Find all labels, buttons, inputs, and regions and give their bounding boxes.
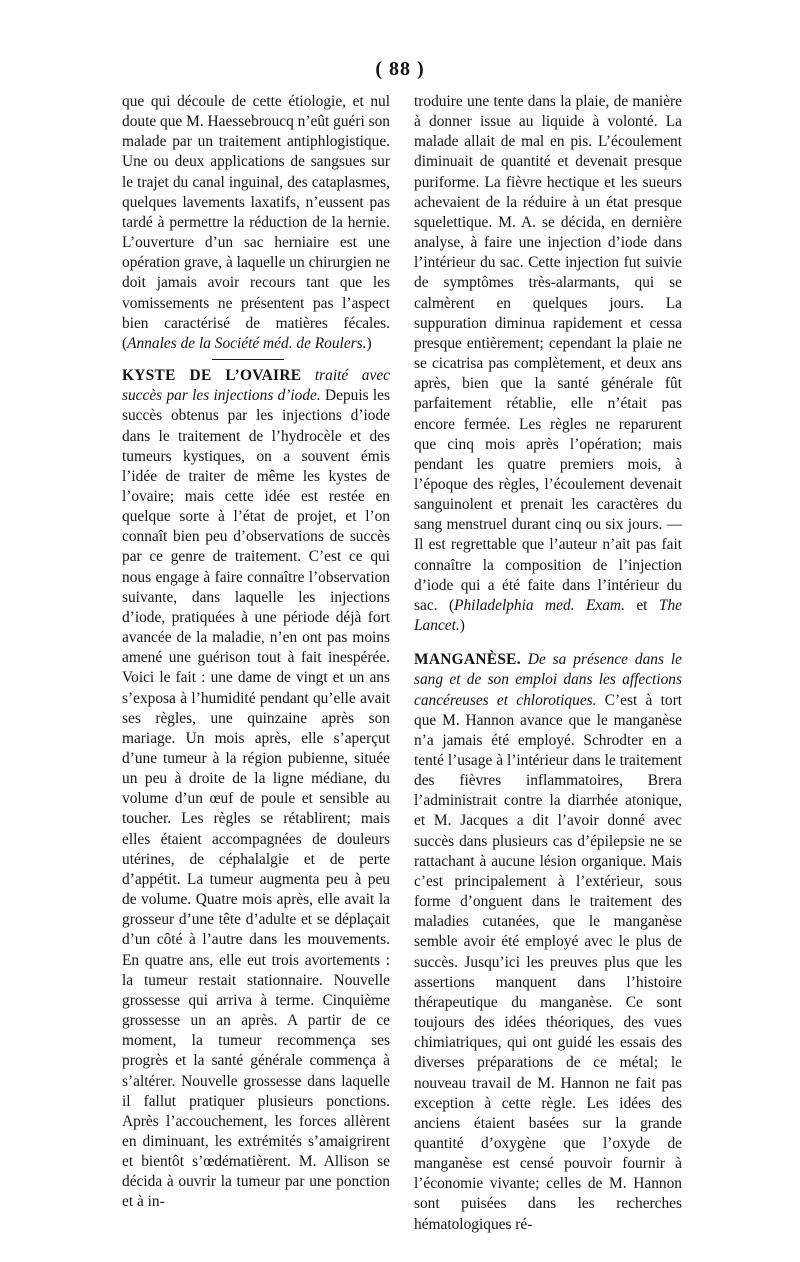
manganese-heading: MANGANÈSE. (414, 651, 521, 669)
left-column (122, 92, 390, 1213)
hernia-source: Annales de la Société méd. de Roulers. (127, 334, 367, 352)
divider-line (212, 359, 284, 360)
manganese-body: C’est à tort que M. Hannon avance que le manganèse n’a jamais été employé. Schrodter en a tenté l’usage à l’intérieur dans le traitement des fièvres inflammatoires, Brera l’administrait contre la diarrhée atonique, et M. Jacques a dit l’avoir donné avec succès dans plusieurs cas d’épilepsie ne se rattachant à aucune lésion organique. Mais c’est principalement à l’extérieur, sous forme d’onguent dans le traitement des maladies cutanées, que le manganèse semble avoir été employé avec le plus de succès. Jusqu’ici les preuves plus que les assertions manquent dans l’histoire thérapeutique du manganèse. Ce sont toujours des idées théoriques, des vues chimiatriques, qui ont guidé les essais des diverses préparations de ce métal; le nouveau travail de M. Hannon ne fait pas exception à cette règle. Les idées des anciens étaient basées sur la grande quantité d’oxygène que l’oxyde de manganèse est censé pouvoir fournir à l’économie vivante; celles de M. Hannon sont puisées dans les recherches hématologiques ré- (414, 691, 682, 1233)
hernia-source-close: ) (366, 334, 372, 352)
source-close: ) (459, 617, 465, 635)
kyste-continuation (414, 92, 682, 636)
kyste-body: Depuis les succès obtenus par les injections d’iode dans le traitement de l’hydrocèle et des tumeurs kystiques, on a souvent émis l’idée de traiter de même les kystes de l’ovaire; mais cette idée est restée en quelque sorte à l’état de projet, et l’on connaît bien peu d’observations de succès par ce genre de traitement. C’est ce qui nous engage à faire connaître l’observation suivante, dans laquelle les injections d’iode, pratiquées à une période déjà fort avancée de la maladie, n’en ont pas moins amené une guérison tout à fait inespérée. Voici le fait : une dame de vingt et un ans s’exposa à l’humidité pendant qu’elle avait ses règles, une quinzaine après son mariage. Un mois après, elle s’aperçut d’une tumeur à la région pubienne, située un peu à droite de la ligne médiane, du volume d’un œuf de poule et sensible au toucher. Les règles se rétablirent; mais elles étaient accompagnées de douleurs utérines, de céphalalgie et de perte d’appétit. La tumeur augmenta peu à peu de volume. Quatre mois après, elle avait la grosseur d’une tête d’adulte et se déplaçait d’un côté à l’autre dans les mouvements. En quatre ans, elle eut trois avortements : la tumeur restait stationnaire. Nouvelle grossesse qui arriva à terme. Cinquième grossesse un an après. A partir de ce moment, la tumeur recommença ses progrès et la santé générale commença à s’altérer. Nouvelle grossesse dans laquelle il fallut pratiquer plusieurs ponctions. Après l’accouchement, les forces allèrent en diminuant, les extrémités s’amaigrirent et bientôt s’œdématièrent. M. Allison se décida à ouvrir la tumeur par une ponction et à in- (122, 387, 391, 1211)
right-column (414, 92, 682, 1235)
source-lancet: The Lancet. (414, 596, 682, 635)
kyste-article (122, 366, 390, 1213)
kyste-heading: KYSTE DE L’OVAIRE (122, 367, 302, 385)
source-philadelphia: Philadelphia med. Exam. (454, 596, 625, 614)
manganese-article (414, 650, 682, 1235)
page-number: ( 88 ) (375, 58, 425, 80)
source-and: et (624, 596, 659, 614)
hernia-text: que qui découle de cette étiologie, et nul doute que M. Haessebroucq n’eût guéri son malade par un traitement antiphlogistique. Une ou deux applications de sangsues sur le trajet du canal inguinal, des cataplasmes, quelques lavements laxatifs, n’eussent pas tardé à permettre la réduction de la hernie. L’ouverture d’un sac herniaire est une opération grave, à laquelle un chirurgien ne doit jamais avoir recours tant que les vomissements ne présentent pas l’aspect bien caractérisé de matières fécales. ( (122, 93, 390, 352)
section-divider (122, 354, 390, 366)
kyste-continuation-text: troduire une tente dans la plaie, de manière à donner issue au liquide à volonté. La malade allait de mal en pis. L’écoulement diminuait de quantité et devenait presque puriforme. La fièvre hectique et les sueurs achevaient de la réduire à un état presque squelettique. M. A. se décida, en dernière analyse, à faire une injection d’iode dans l’intérieur du sac. Cette injection fut suivie de symptômes très-alarmants, qui se calmèrent en quelques jours. La suppuration diminua rapidement et cessa presque entièrement; cependant la plaie ne se cicatrisa pas complètement, et deux ans après, bien que la santé générale fût parfaitement rétablie, elle n’était pas encore fermée. Les règles ne reparurent que cinq mois après l’opération; mais pendant les quatre premiers mois, à l’époque des règles, l’écoulement devenait sanguinolent et prenait les caractères du sang menstruel durant cinq ou six jours. —Il est regrettable que l’auteur n’ait pas fait connaître la composition de l’injection d’iode qui a été faite dans l’intérieur du sac. ( (414, 93, 682, 614)
kyste-title: traité avec succès par les injections d’iode. (122, 367, 390, 405)
manganese-title: De sa présence dans le sang et de son emploi dans les affections cancéreuses et chlorotiques. (414, 651, 682, 709)
hernia-paragraph (122, 92, 390, 354)
